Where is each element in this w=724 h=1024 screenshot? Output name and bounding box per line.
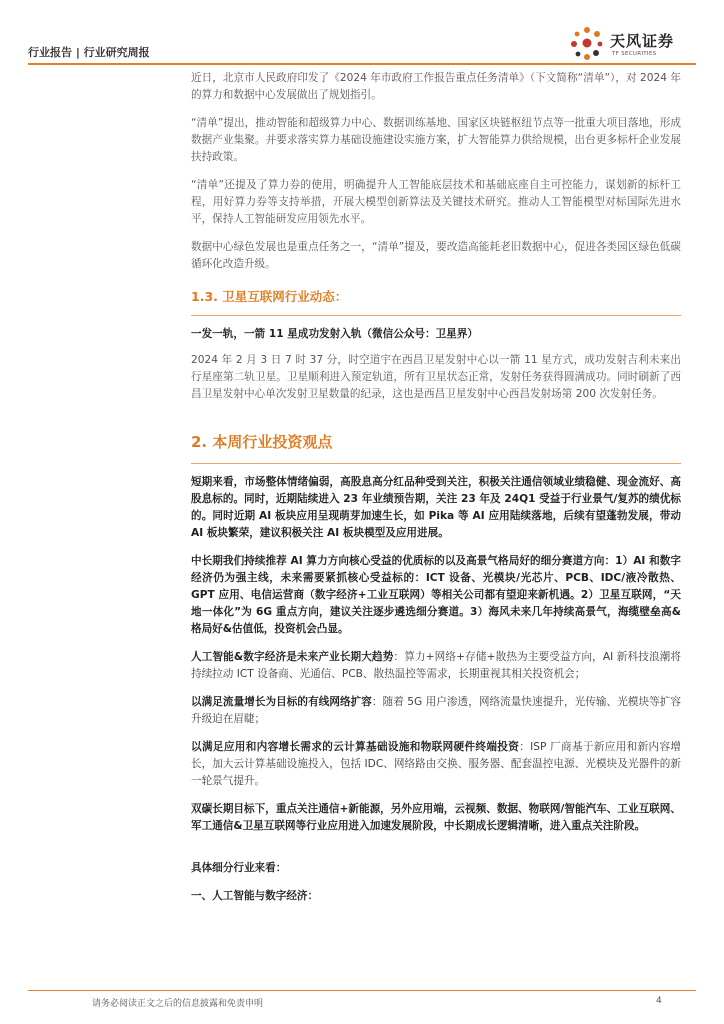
page-number: 4 (656, 996, 662, 1006)
ai-trend-text: ：算力+网络+存储+散热为主要受益方向，AI 新科技浪潮将持续拉动 ICT 设备商、光通信、PCB、散热温控等需求，长期重视其相关投资机会； (191, 651, 681, 680)
short-term-view: 短期来看，市场整体情绪偏弱，高股息高分红品种受到关注，积极关注通信领域业绩稳健、现金流好、高股息标的。同时，近期陆续进入 23 年业绩预告期，关注 23 年及 24Q1 受益于行业景气/复苏的绩优标的。同时近期 AI 板块应用呈现萌芽加速生长，如 Pika 等 AI 应用陆续落地，后续有望蓬勃发展，带动 AI 板块繁荣，建议积极关注 AI 板块模型及应用进展。 (191, 476, 681, 539)
tf-securities-logo (568, 24, 698, 64)
cloud-infra-paragraph (191, 739, 681, 790)
section-divider (191, 315, 681, 316)
paragraph: 近日，北京市人民政府印发了《2024 年市政府工作报告重点任务清单》（下文简称“清单”），对 2024 年的算力和数据中心发展做出了规划指引。 (191, 72, 681, 101)
paragraph: 数据中心绿色发展也是重点任务之一，“清单”提及，要改造高能耗老旧数据中心，促进各类园区绿色低碳循环化改造升级。 (191, 241, 681, 270)
wired-network-lead: 以满足流量增长为目标的有线网络扩容 (191, 696, 372, 708)
news-body: 2024 年 2 月 3 日 7 时 37 分，时空道宇在西昌卫星发射中心以一箭 11 星方式，成功发射吉利未来出行星座第二轨卫星。卫星顺利进入预定轨道，所有卫星状态正常，发射任务获得圆满成功。同时刷新了西昌卫星发射中心单次发射卫星数量的纪录，这也是西昌卫星发射中心西昌发射场第 200 次发射任务。 (191, 354, 681, 400)
ai-trend-paragraph (191, 649, 681, 683)
carbon-paragraph: 双碳长期目标下，重点关注通信+新能源，另外应用端，云视频、数据、物联网/智能汽车、工业互联网、军工通信&卫星互联网等行业应用进入加速发展阶段，中长期成长逻辑清晰，进入重点关注阶段。 (191, 803, 681, 832)
header-divider (28, 63, 696, 65)
cloud-infra-text: ：ISP 厂商基于新应用和新内容增长，加大云计算基础设施投入，包括 IDC、网络路由交换、服务器、配套温控电源、光模块及光器件的新一轮景气提升。 (191, 741, 682, 787)
section-heading-2: 2. 本周行业投资观点 (191, 433, 333, 451)
section-divider (191, 463, 681, 464)
wired-network-text: ：随着 5G 用户渗透，网络流量快速提升，光传输、光模块等扩容升级迫在眉睫； (191, 696, 681, 725)
cloud-infra-lead: 以满足应用和内容增长需求的云计算基础设施和物联网硬件终端投资 (191, 741, 520, 753)
wired-network-paragraph (191, 694, 681, 728)
footer-divider (28, 990, 696, 991)
main-content (191, 70, 681, 916)
logo-chinese-name: 天风证券 (610, 32, 675, 50)
ai-trend-lead: 人工智能&数字经济是未来产业长期大趋势 (191, 651, 394, 663)
paragraph: “清单”还提及了算力券的使用，明确提升人工智能底层技术和基础底座自主可控能力，谋划新的标杆工程，用好算力券等支持举措，开展大模型创新算法及关键技术研究。推动人工智能模型对标国际先进水平，保持人工智能研发应用领先水平。 (191, 179, 681, 225)
logo-english-name: TF SECURITIES (612, 51, 657, 57)
flower-logo-icon (568, 24, 606, 62)
long-term-view: 中长期我们持续推荐 AI 算力方向核心受益的优质标的以及高景气格局好的细分赛道方向：1）AI 和数字经济仍为强主线，未来需要紧抓核心受益标的：ICT 设备、光模块/光芯片、PCB、IDC/液冷散热、GPT 应用、电信运营商（数字经济+工业互联网）等相关公司都有望迎来新机遇。2）卫星互联网，“天地一体化”为 6G 重点方向，建议关注逐步遴选细分赛道。3）海风未来几年持续高景气，海缆壁垒高&格局好&估值低，投资机会凸显。 (191, 555, 681, 635)
item-ai-digital-economy: 一、人工智能与数字经济： (191, 890, 319, 902)
news-title: 一发一轨，一箭 11 星成功发射入轨（微信公众号：卫星界） (191, 328, 478, 340)
disclaimer-text: 请务必阅读正文之后的信息披露和免责申明 (92, 999, 264, 1009)
section-heading-1-3: 1.3. 卫星互联网行业动态： (191, 289, 348, 304)
specific-industries-heading: 具体细分行业来看： (191, 862, 287, 874)
report-category: 行业报告 | 行业研究周报 (28, 46, 150, 59)
paragraph: “清单”提出，推动智能和超级算力中心、数据训练基地、国家区块链枢纽节点等一批重大项目落地，形成数据产业集聚。并要求落实算力基础设施建设实施方案，扩大智能算力供给规模，出台更多标杆企业发展扶持政策。 (191, 117, 681, 163)
